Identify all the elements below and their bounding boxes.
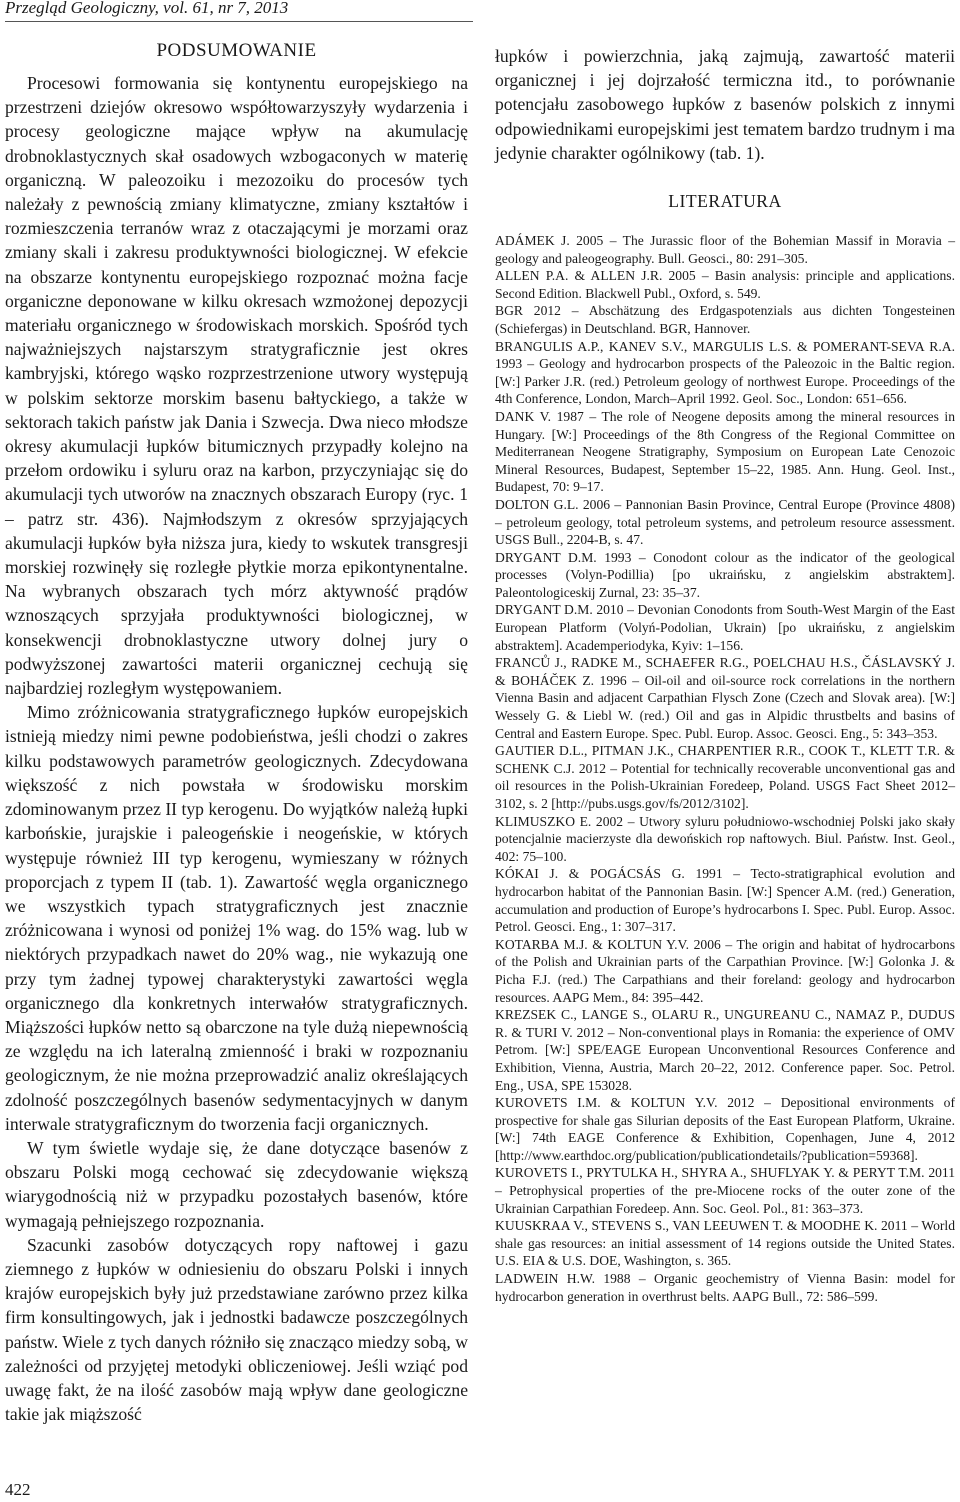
page-number: 422	[5, 1480, 31, 1499]
reference-item: DRYGANT D.M. 2010 – Devonian Conodonts from South-West Margin of the East European Platform (Volyń-Podolian, Ukrain) [po ukraińsku, z angielskim abstraktem]. Academperiodyka, Kyiv: 1–156.	[495, 602, 955, 653]
running-header: Przegląd Geologiczny, vol. 61, nr 7, 2013	[5, 0, 289, 17]
section-title-literature: LITERATURA	[668, 191, 782, 212]
left-column	[5, 40, 468, 1426]
reference-item: DOLTON G.L. 2006 – Pannonian Basin Province, Central Europe (Province 4808) – petroleum geology, total petroleum systems, and petroleum resource assessment. USGS Bull., 2204-B, s. 47.	[495, 496, 955, 548]
summary-paragraph: Mimo zróżnicowania stratygraficznego łupków europejskich istnieją miedzy nimi pewne podobieństwa, jeśli chodzi o zakres kilku podstawowych parametrów geologicznych. Zdecydowana większość z nich powstała w środowisku morskim zdominowanym przez II typ kerogenu. Do wyjątków należą łupki karbońskie, jurajskie i paleogeńskie i neogeńskie, w których występuje również III typ kerogenu, wymieszany w różnych proporcjach z typem II (tab. 1). Zawartość węgla organicznego we wszystkich typach stratygraficznych jest znacznie zróżnicowana i wynosi od poniżej 1% wag. do 15% wag. lub w niektórych przypadkach nawet do 20% wag., nie wykazują one przy tym żadnej typowej charakterystyki zawartości węgla organicznego dla konkretnych interwałów stratygraficznych. Miąższości łupków netto są obarczone na tyle dużą niepewnością ze względu na ich lateralną zmienność i braki w rozpoznaniu geologicznym, że nie można przeprowadzić analiz określających zdolność poszczególnych basenów sedymentacyjnych w danym interwale stratygraficznym do tworzenia facji organicznych.	[5, 702, 468, 1134]
summary-paragraph: Procesowi formowania się kontynentu europejskiego na przestrzeni dziejów okresowo współtowarzyszyły wydarzenia i procesy geologiczne mające wpływ na akumulację drobnoklastycznych skał osadowych wzbogaconych w materię organiczną. W paleozoiku i mezozoiku do procesów tych należały z pewnością zmiany klimatyczne, zmiany kształtów i rozmieszczenia terranów wraz z otaczającymi je morzami oraz zmiany skali i zakresu produktywności biologicznej. W efekcie na obszarze kontynentu europejskiego rozpoznać można facje organiczne deponowane w kilku okresach wzmożonej depozycji materiału organicznego w środowiskach morskich. Spośród tych najważniejszych najstarszym stratygraficznie jest okres kambryjski, którego wąsko rozprzestrzenione utwory występują w polskim sektorze morskim basenu bałtyckiego, a także w sektorach takich państw jak Dania i Szwecja. Dwa nieco młodsze okresy akumulacji łupków bitumicznych przypadły kolejno na przełom ordowiku i syluru oraz na karbon, przyczyniając się do akumulacji tych utworów na znacznych obszarach Europy (ryc. 1 – patrz str. 436). Najmłodszym z okresów sprzyjających akumulacji łupków była niższa jura, kiedy to wskutek transgresji morskiej rozwinęły się rozległe płytkie morza epikontynentalne. Na wybranych obszarach tych mórz aktywność prądów wznoszących sprzyjała produktywności biologicznej, w konsekwencji drobnoklastyczne utwory dolnej jury o podwyższonej zawartości materii organicznej cechują się najbardziej rozległym występowaniem.	[5, 73, 468, 699]
reference-item: DRYGANT D.M. 1993 – Conodont colour as the indicator of the geological processes (Volyn-Podillia) [po ukraińsku, z angielskim abstraktem]. Paleontologiceskij Zurnal, 23: 35–37.	[495, 549, 955, 600]
summary-paragraph: W tym świetle wydaje się, że dane dotyczące basenów z obszaru Polski mogą cechować się zdecydowanie większą wiarygodnością niż w przypadku pozostałych basenów, które wymagają pełniejszego rozpoznania.	[5, 1137, 468, 1231]
reference-item: KREZSEK C., LANGE S., OLARU R., UNGUREANU C., NAMAZ P., DUDUS R. & TURI V. 2012 – Non-conventional plays in Romania: the experience of OMV Petrom. [W:] SPE/EAGE European Unconventional Resources Conference and Exhibition, Vienna, Austria, March 20–22, 2012. Conference paper. Soc. Petrol. Eng., USA, SPE 153028.	[495, 1007, 955, 1093]
reference-item: KLIMUSZKO E. 2002 – Utwory syluru południowo-wschodniej Polski jako skały potencjalnie macierzyste dla dewońskich rop naftowych. Biul. Państw. Inst. Geol., 402: 75–100.	[495, 813, 955, 864]
right-column	[495, 44, 955, 1305]
reference-item: ALLEN P.A. & ALLEN J.R. 2005 – Basin analysis: principle and applications. Second Edition. Blackwell Publ., Oxford, s. 549.	[495, 268, 955, 301]
reference-item: DANK V. 1987 – The role of Neogene deposits among the mineral resources in Hungary. [W:] Proceedings of the 8th Congress of the Regional Committee on Mediterranean Neogene Stratigraphy, Symposium on European Late Cenozoic Mineral Resources, Budapest, September 15–22, 1985. Ann. Hung. Geol. Inst., Budapest, 70: 9–17.	[495, 408, 955, 495]
reference-list	[495, 232, 955, 1305]
reference-item: KUROVETS I.M. & KOLTUN Y.V. 2012 – Depositional environments of prospective for shale gas Silurian deposits of the East European Platform, Ukraine. [W:] 74th EAGE Conference & Exhibition, Copenhagen, June 4, 2012 [http://www.earthdoc.org/publication/publicationdetails/?publication=59368].	[495, 1095, 955, 1163]
header-rule	[5, 21, 473, 22]
section-title-summary: PODSUMOWANIE	[156, 40, 317, 61]
summary-continuation: łupków i powierzchnia, jaką zajmują, zawartość materii organicznej i jej dojrzałość termiczna itd., to porównanie potencjału zasobowego łupków z basenów polskich z innymi odpowiednikami europejskimi jest tematem bardzo trudnym i ma jedynie charakter ogólnikowy (tab. 1).	[495, 46, 955, 163]
reference-item: BRANGULIS A.P., KANEV S.V., MARGULIS L.S. & POMERANT-SEVA R.A. 1993 – Geology and hydrocarbon prospects of the Paleozoic in the Baltic region. [W:] Parker J.R. (red.) Petroleum geology of northwest Europe. Proceedings of the 4th Conference, London, March–April 1992. Geol. Soc., London: 651–656.	[495, 338, 955, 407]
reference-item: LADWEIN H.W. 1988 – Organic geochemistry of Vienna Basin: model for hydrocarbon generation in overthrust belts. AAPG Bull., 72: 586–599.	[495, 1271, 955, 1304]
reference-item: KOTARBA M.J. & KOLTUN Y.V. 2006 – The origin and habitat of hydrocarbons of the Polish and Ukrainian parts of the Carpathian Province. [W:] Golonka J. & Picha F.J. (red.) The Carpathians and their foreland: geology and hydrocarbon resources. AAPG Mem., 84: 395–442.	[495, 936, 955, 1005]
summary-paragraph: Szacunki zasobów dotyczących ropy naftowej i gazu ziemnego z łupków w odniesieniu do obszaru Polski i innych krajów europejskich były już przedstawiane zarówno przez kilka firm konsultingowych, jak i jednostki badawcze poszczególnych państw. Wiele z tych danych różniło się znacząco miedzy sobą, w zależności od przyjętej metodyki obliczeniowej. Jeśli wziąć pod uwagę fakt, że na ilość zasobów mają wpływ dane geologiczne takie jak miąższość	[5, 1234, 468, 1425]
reference-item: KUUSKRAA V., STEVENS S., VAN LEEUWEN T. & MOODHE K. 2011 – World shale gas resources: an initial assessment of 14 regions outside the United States. U.S. EIA & U.S. DOE, Washington, s. 365.	[495, 1218, 955, 1269]
reference-item: ADÁMEK J. 2005 – The Jurassic floor of the Bohemian Massif in Moravia – geology and paleogeography. Bull. Geosci., 80: 291–305.	[495, 233, 955, 266]
reference-item: FRANCŮ J., RADKE M., SCHAEFER R.G., POELCHAU H.S., ČÁSLAVSKÝ J. & BOHÁČEK Z. 1996 – Oil-oil and oil-source rock correlations in the northern Vienna Basin and adjacent Carpathian Flysch Zone (Czech and Slovak area). [W:] Wessely G. & Liebl W. (red.) Oil and gas in Alpidic thrustbelts and basins of Central and Eastern Europe. Spec. Publ. Europ. Assoc. Geosci. Eng., 5: 343–353.	[495, 655, 955, 741]
reference-item: BGR 2012 – Abschätzung des Erdgaspotenzials aus dichten Tongesteinen (Schiefergas) in Deutschland. BGR, Hannover.	[495, 303, 955, 336]
reference-item: GAUTIER D.L., PITMAN J.K., CHARPENTIER R.R., COOK T., KLETT T.R. & SCHENK C.J. 2012 – Potential for technically recoverable unconventional gas and oil resources in the Polish-Ukrainian Foredeep, Poland. USGS Fact Sheet 2012–3102, s. 2 [http://pubs.usgs.gov/fs/2012/3102].	[495, 743, 955, 812]
reference-item: KÓKAI J. & POGÁCSÁS G. 1991 – Tecto-stratigraphical evolution and hydrocarbon habitat of the Pannonian Basin. [W:] Spencer A.M. (red.) Generation, accumulation and production of Europe’s hydrocarbons I. Spec. Publ. Europ. Assoc. Petrol. Geosci. Eng., 1: 307–317.	[495, 866, 955, 935]
reference-item: KUROVETS I., PRYTULKA H., SHYRA A., SHUFLYAK Y. & PERYT T.M. 2011 – Petrophysical properties of the pre-Miocene rocks of the outer zone of the Ukrainian Carpathian Foredeep. Ann. Soc. Geol. Pol., 81: 363–373.	[495, 1165, 955, 1216]
